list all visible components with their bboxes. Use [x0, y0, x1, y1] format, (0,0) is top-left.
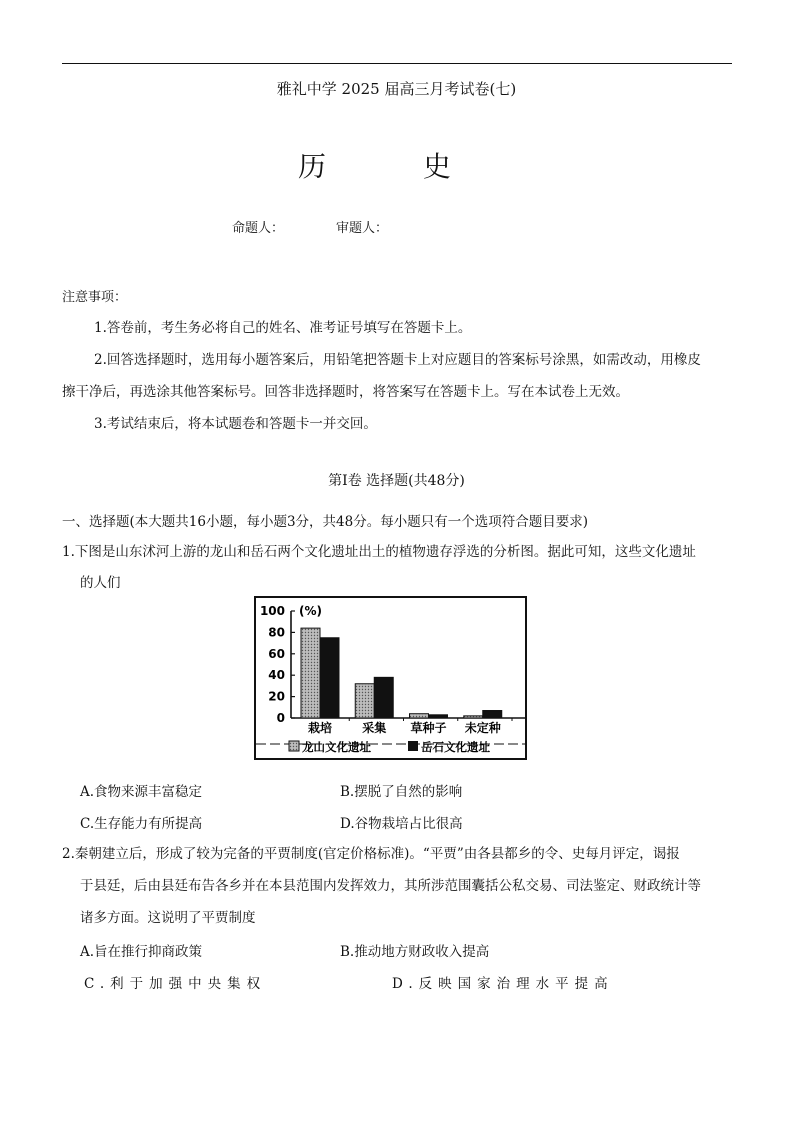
- y-tick-label: 60: [268, 646, 285, 661]
- bar-yueshi: [320, 638, 339, 718]
- x-tick-label: 栽培: [307, 721, 333, 735]
- x-tick-label: 草种子: [410, 721, 447, 735]
- q1-option-a[interactable]: A.食物来源丰富稳定: [80, 784, 203, 800]
- bar-longshan: [410, 714, 429, 718]
- bar-yueshi: [429, 715, 448, 718]
- y-tick-label: 100: [259, 604, 285, 618]
- legend-label-longshan: 龙山文化遗址: [302, 740, 371, 754]
- bar-yueshi: [483, 711, 502, 718]
- author-line: [232, 217, 388, 236]
- legend-label-yueshi: 岳石文化遗址: [421, 740, 490, 754]
- notice-item-2-line1: 2.回答选择题时，选用每小题答案后，用铅笔把答题卡上对应题目的答案标号涂黑，如需改动，用橡皮: [94, 352, 701, 368]
- bar-longshan: [464, 716, 483, 718]
- bar-longshan: [301, 628, 320, 718]
- q1-option-c[interactable]: C.生存能力有所提高: [80, 816, 203, 832]
- q1-chart: [254, 596, 527, 760]
- q1-option-d[interactable]: D.谷物栽培占比很高: [340, 816, 463, 832]
- q2-option-c[interactable]: C.利于加强中央集权: [84, 976, 267, 992]
- x-tick-label: 采集: [362, 721, 387, 735]
- part-heading: 一、选择题(本大题共16小题，每小题3分，共48分。每小题只有一个选项符合题目要求): [62, 514, 588, 530]
- q1-stem-line1: 1.下图是山东沭河上游的龙山和岳石两个文化遗址出土的植物遗存浮选的分析图。据此可知，这些文化遗址: [62, 544, 696, 560]
- y-tick-label: 40: [268, 668, 285, 683]
- bar-yueshi: [374, 677, 393, 718]
- q2-stem-line3: 诸多方面。这说明了平贾制度: [80, 910, 256, 926]
- section-title: 第Ⅰ卷 选择题(共48分): [328, 473, 465, 489]
- x-tick-label: 未定种: [464, 721, 501, 735]
- bar-chart: [256, 598, 525, 758]
- y-tick-label: 0: [276, 711, 285, 725]
- q2-option-d[interactable]: D.反映国家治理水平提高: [392, 976, 614, 992]
- y-tick-label: 20: [268, 689, 285, 704]
- q2-stem-line1: 2.秦朝建立后，形成了较为完备的平贾制度(官定价格标准)。“平贾”由各县都乡的令、史每月评定，谒报: [62, 846, 680, 862]
- subject-title: 历 史: [298, 150, 495, 183]
- exam-title: 雅礼中学 2025 届高三月考试卷(七): [276, 80, 517, 98]
- notice-heading: 注意事项：: [62, 290, 128, 305]
- y-tick-label: 80: [268, 625, 285, 640]
- notice-item-1: 1.答卷前，考生务必将自己的姓名、准考证号填写在答题卡上。: [94, 320, 472, 336]
- legend-swatch-longshan: [289, 741, 299, 751]
- author-label: 命题人：: [232, 221, 285, 236]
- header-rule: [62, 63, 732, 64]
- q2-option-b[interactable]: B.推动地方财政收入提高: [340, 944, 490, 960]
- reviewer-label: 审题人：: [336, 221, 389, 236]
- q2-stem-line2: 于县廷，后由县廷布告各乡并在本县范围内发挥效力，其所涉范围囊括公私交易、司法鉴定、财政统计等: [80, 878, 701, 894]
- q2-option-a[interactable]: A.旨在推行抑商政策: [80, 944, 203, 960]
- y-axis-label: (%): [299, 604, 322, 618]
- legend-swatch-yueshi: [408, 741, 418, 751]
- notice-item-3: 3.考试结束后，将本试题卷和答题卡一并交回。: [94, 416, 377, 432]
- q1-option-b[interactable]: B.摆脱了自然的影响: [340, 784, 463, 800]
- bar-longshan: [355, 684, 374, 718]
- q1-stem-line2: 的人们: [80, 575, 121, 591]
- notice-item-2-line2: 擦干净后，再选涂其他答案标号。回答非选择题时，将答案写在答题卡上。写在本试卷上无效。: [62, 384, 629, 400]
